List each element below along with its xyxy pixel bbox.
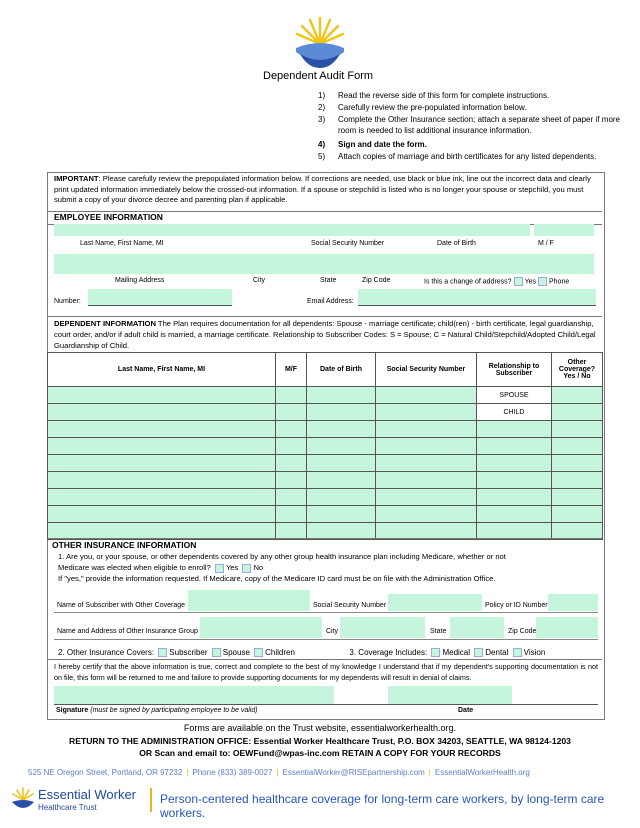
change-address-checkbox[interactable] [514, 277, 523, 286]
employee-name-field[interactable] [54, 224, 530, 236]
group-name-field[interactable] [200, 617, 322, 638]
group-zip-field[interactable] [536, 617, 598, 638]
includes-vision-checkbox[interactable] [513, 648, 522, 657]
group-zip-label: Zip Code [508, 628, 537, 635]
coverage-row: 2. Other Insurance Covers: Subscriber Spouse Children 3. Coverage Includes: Medical Dental Vision [58, 648, 546, 657]
employee-ssn-label: Social Security Number [311, 240, 385, 247]
col-ssn-header: Social Security Number [376, 353, 477, 387]
city-label: City [253, 277, 266, 284]
employee-heading: EMPLOYEE INFORMATION [54, 212, 163, 222]
other-insurance-q1: 1. Are you, or your spouse, or other dependents covered by any other group health insurance plan including Medicare, whether or not Medicare was elected when eligible to enroll? Yes No If "yes," provide the information requested. If Medicare, copy of the Medicare ID card must be on file with the Administration Office. [58, 552, 506, 583]
relationship-cell: SPOUSE [477, 387, 552, 404]
table-row [48, 455, 603, 472]
subscriber-name-field[interactable] [188, 590, 310, 611]
table-row [48, 489, 603, 506]
signature-label: Signature (must be signed by participating employee to be valid) [56, 707, 258, 714]
brand-divider [150, 788, 152, 812]
zip-label: Zip Code [362, 277, 391, 284]
email-field[interactable] [358, 289, 596, 306]
employee-mf-field[interactable] [534, 224, 594, 236]
other-insurance-heading: OTHER INSURANCE INFORMATION [52, 540, 197, 550]
dependent-divider [48, 316, 602, 317]
col-dob-header: Date of Birth [307, 353, 376, 387]
change-address-label: Is this a change of address? Yes Phone [424, 278, 570, 286]
covers-children-checkbox[interactable] [254, 648, 263, 657]
form-title: Dependent Audit Form [263, 70, 374, 82]
group-name-label: Name and Address of Other Insurance Group [57, 628, 198, 635]
footer-website-link[interactable]: EssentialWorkerHealth.org [434, 768, 530, 777]
date-label: Date [458, 707, 474, 714]
table-row [48, 421, 603, 438]
employee-name-label: Last Name, First Name, MI [80, 240, 164, 247]
col-relationship-header: Relationship to Subscriber [477, 353, 552, 387]
employee-dob-label: Date of Birth [437, 240, 476, 247]
phone-checkbox[interactable] [538, 277, 547, 286]
subscriber-ssn-field[interactable] [388, 594, 482, 611]
signature-line [54, 704, 598, 705]
brand-name: Essential Worker Healthcare Trust [38, 787, 137, 812]
table-row [48, 387, 603, 404]
group-state-field[interactable] [450, 617, 504, 638]
email-label: Email Address: [307, 298, 354, 305]
state-label: State [320, 277, 337, 284]
important-notice: IMPORTANT: Please carefully review the prepopulated information below. If corrections are needed, use black or blue ink, line out the incorrect data and clearly print updated information immediately below the crossed-out information. If a spouse or stepchild is listed who is no longer your spouse or stepchild, you must submit a copy of your divorce decree and parenting plan if applicable. [54, 174, 591, 204]
table-row [48, 404, 603, 421]
group-city-field[interactable] [340, 617, 425, 638]
includes-medical-checkbox[interactable] [431, 648, 440, 657]
employee-address-field[interactable] [54, 254, 594, 274]
group-city-label: City [326, 628, 339, 635]
footer-return-text: RETURN TO THE ADMINISTRATION OFFICE: Essential Worker Healthcare Trust, P.O. BOX 34203, SEATTLE, WA 98124-1203 [69, 736, 571, 746]
medicare-no-checkbox[interactable] [242, 564, 251, 573]
group-state-label: State [430, 628, 447, 635]
footer-email-link[interactable]: EssentialWorker@RISEpartnership.com [282, 768, 425, 777]
phone-number-label: Number: [54, 298, 81, 305]
relationship-cell: CHILD [477, 404, 552, 421]
brand-tagline: Person-centered healthcare coverage for long-term care workers, by long-term care workers. [160, 792, 605, 820]
policy-field[interactable] [548, 594, 598, 611]
mailing-address-label: Mailing Address [115, 277, 165, 284]
footer-email-text: OR Scan and email to: OEWFund@wpas-inc.com RETAIN A COPY FOR YOUR RECORDS [139, 748, 501, 758]
group-row-line [54, 639, 598, 640]
phone-number-field[interactable] [88, 289, 232, 306]
medicare-yes-checkbox[interactable] [215, 564, 224, 573]
employee-mf-label: M / F [538, 240, 554, 247]
col-name-header: Last Name, First Name, MI [48, 353, 276, 387]
col-mf-header: M/F [276, 353, 307, 387]
includes-dental-checkbox[interactable] [474, 648, 483, 657]
table-row [48, 523, 603, 540]
footer-contact-line: 525 NE Oregon Street, Portland, OR 97232 | Phone (833) 389-0027 | EssentialWorker@RISEpartnership.com | EssentialWorkerHealth.org [28, 768, 530, 777]
trust-logo [292, 14, 348, 70]
brand-mark-icon [10, 786, 36, 812]
col-other-coverage-header: Other Coverage? Yes / No [552, 353, 603, 387]
subscriber-name-label: Name of Subscriber with Other Coverage [57, 602, 185, 609]
dependent-table [47, 352, 603, 540]
certify-divider [48, 659, 602, 660]
subscriber-row-line [54, 612, 598, 613]
table-row [48, 438, 603, 455]
policy-label: Policy or ID Number [485, 602, 548, 609]
table-row [48, 506, 603, 523]
table-row [48, 472, 603, 489]
subscriber-ssn-label: Social Security Number [313, 602, 387, 609]
signature-field[interactable] [54, 686, 334, 704]
dependent-notice: DEPENDENT INFORMATION The Plan requires documentation for all dependents: Spouse - marriage certificate; child(ren) - birth certificate, legal guardianship, court order, and/or if adult child is married, a marriage certificate. Relationship to Subscriber Codes: S = Spouse; C = Natural Child/Stepchild/Adopted Child/Legal Guardianship of Child. [54, 319, 596, 350]
date-field[interactable] [388, 686, 512, 704]
covers-subscriber-checkbox[interactable] [158, 648, 167, 657]
covers-spouse-checkbox[interactable] [212, 648, 221, 657]
other-insurance-divider [48, 538, 602, 539]
certify-text: I hereby certify that the above information is true, correct and complete to the best of my knowledge I understand that if my dependent's supporting documentation is not on file, this form will be returned to me and failure to provide supporting documents for my dependents will result in denial of claims. [54, 662, 598, 682]
footer-forms-text: Forms are available on the Trust website, essentialworkerhealth.org. [183, 723, 457, 733]
